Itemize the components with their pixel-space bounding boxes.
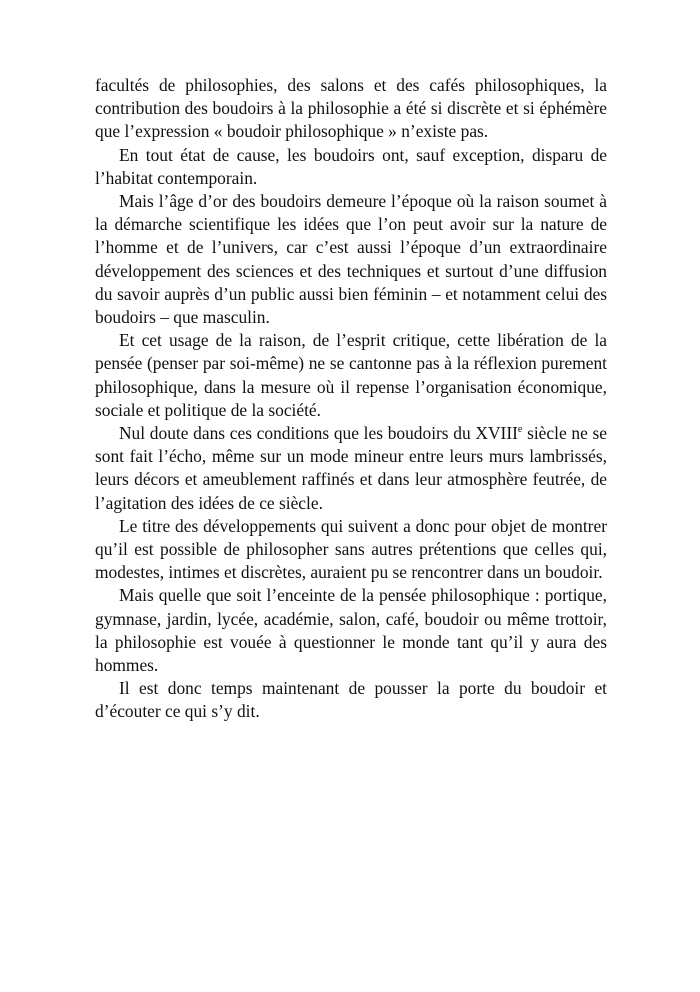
paragraph-5-text-after: siècle ne se sont fait l’écho, même sur un mode mineur entre leurs murs lambrissés, leurs décors et ameublement raffinés et dans leur atmosphère feutrée, de l’agitation des idées de ce siècle. [95,423,607,513]
paragraph-5-text-before: Nul doute dans ces conditions que les boudoirs du XVIII [119,423,518,444]
paragraph-8: Il est donc temps maintenant de pousser la porte du boudoir et d’écouter ce qui s’y dit. [95,678,607,722]
paragraph-3: Mais l’âge d’or des boudoirs demeure l’époque où la raison soumet à la démarche scientifique les idées que l’on peut avoir sur la nature de l’homme et de l’univers, car c’est aussi l’époque d’un extraordinaire développement des sciences et des techniques et surtout d’une diffusion du savoir auprès d’un public aussi bien féminin – et notamment celui des boudoirs – que masculin. [95,191,607,328]
body-text [95,74,607,724]
paragraph-7: Mais quelle que soit l’enceinte de la pensée philosophique : portique, gymnase, jardin, lycée, académie, salon, café, boudoir ou même trottoir, la philosophie est vouée à questionner le monde tant qu’il y aura des hommes. [95,585,607,676]
paragraph-5 [95,422,607,515]
paragraph-4: Et cet usage de la raison, de l’esprit critique, cette libération de la pensée (penser par soi-même) ne se cantonne pas à la réflexion purement philosophique, dans la mesure où il repense l’organisation économique, sociale et politique de la société. [95,330,607,420]
paragraph-1: facultés de philosophies, des salons et des cafés philosophiques, la contribution des boudoirs à la philosophie a été si discrète et si éphémère que l’expression « boudoir philosophique » n’existe pas. [95,75,607,142]
century-superscript: e [517,424,523,436]
paragraph-6: Le titre des développements qui suivent a donc pour objet de montrer qu’il est possible de philosopher sans autres prétentions que celles qui, modestes, intimes et discrètes, auraient pu se rencontrer dans un boudoir. [95,515,607,583]
paragraph-2: En tout état de cause, les boudoirs ont, sauf exception, disparu de l’habitat contemporain. [95,144,607,188]
